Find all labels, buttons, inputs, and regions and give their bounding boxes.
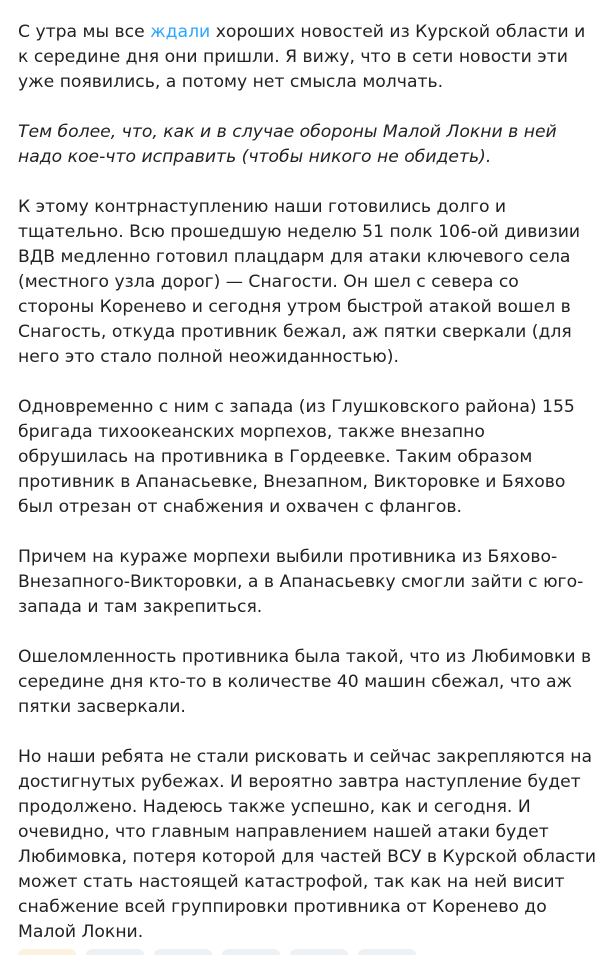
paragraph-intro-after: хороших новостей из Курской области и к середине дня они пришли. Я вижу, что в сети новости эти уже появились, а потому нет смысла молчать. xyxy=(18,22,586,92)
paragraph-enemy-retreat: Ошеломленность противника была такой, что из Любимовки в середине дня кто-то в количестве 40 машин сбежал, что аж пятки засверкали. xyxy=(18,647,592,717)
waited-link[interactable]: ждали xyxy=(150,22,211,42)
reaction-chip[interactable] xyxy=(86,949,144,955)
reaction-chip[interactable] xyxy=(290,949,348,955)
paragraph-intro-before: С утра мы все xyxy=(18,22,151,42)
paragraph-marines-attack: Одновременно с ним с запада (из Глушковского района) 155 бригада тихоокеанских морпехов, также внезапно обрушилась на противника в Гордеевке. Таким образом противник в Апанасьевке, Внезапном, Викторовке и Бяхово был отрезан от снабжения и охвачен с флангов. xyxy=(18,397,575,517)
paragraph-preparation: К этому контрнаступлению наши готовились долго и тщательно. Всю прошедшую неделю 51 полк 106-ой дивизии ВДВ медленно готовил плацдарм для атаки ключевого села (местного узла дорог) — Снагости. Он шел с севера со стороны Коренево и сегодня утром быстрой атакой вошел в Снагость, откуда противник бежал, аж пятки сверкали (для него это стало полной неожиданностью). xyxy=(18,197,581,367)
reactions-bar xyxy=(0,949,604,955)
reaction-chip[interactable] xyxy=(154,949,212,955)
paragraph-marines-success: Причем на кураже морпехи выбили противника из Бяхово-Внезапного-Викторовки, а в Апанасьевку смогли зайти с юго-запада и там закрепиться. xyxy=(18,547,584,617)
paragraph-italic-note: Тем более, что, как и в случае обороны Малой Локни в ней надо кое-что исправить (чтобы никого не обидеть). xyxy=(18,122,557,167)
message-text xyxy=(18,20,598,970)
paragraph-intro xyxy=(18,20,598,95)
paragraph-outlook: Но наши ребята не стали рисковать и сейчас закрепляются на достигнутых рубежах. И вероятно завтра наступление будет продолжено. Надеюсь также успешно, как и сегодня. И очевидно, что главным направлением нашей атаки будет Любимовка, потеря которой для частей ВСУ в Курской области может стать настоящей катастрофой, так как на ней висит снабжение всей группировки противника от Коренево до Малой Локни. xyxy=(18,747,597,942)
reaction-chip[interactable] xyxy=(18,949,76,955)
reaction-chip[interactable] xyxy=(222,949,280,955)
reaction-chip[interactable] xyxy=(358,949,416,955)
